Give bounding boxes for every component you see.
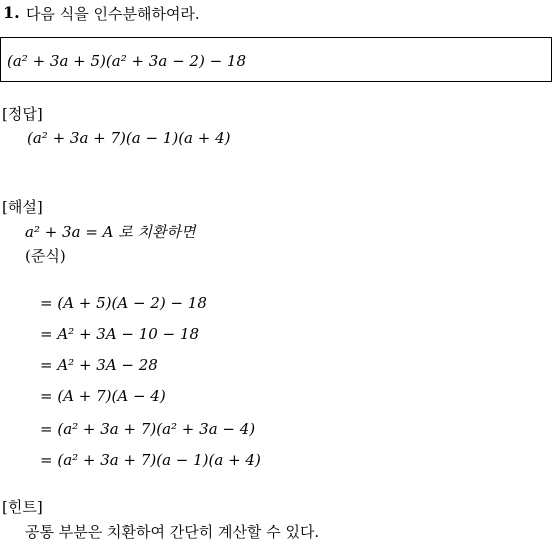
solution-step: = (a² + 3a + 7)(a − 1)(a + 4)	[40, 451, 261, 469]
solution-substitution: a² + 3a = A 로 치환하면	[25, 223, 196, 241]
solution-step: = A² + 3A − 10 − 18	[40, 325, 200, 343]
solution-step: = (A + 5)(A − 2) − 18	[40, 294, 207, 312]
solution-label: [해설]	[2, 198, 43, 216]
hint-label: [힌트]	[2, 498, 43, 516]
solution-step: = A² + 3A − 28	[40, 356, 158, 374]
solution-step: = (A + 7)(A − 4)	[40, 387, 166, 405]
hint-text: 공통 부분은 치환하여 간단히 계산할 수 있다.	[25, 523, 320, 541]
answer-expression: (a² + 3a + 7)(a − 1)(a + 4)	[27, 129, 231, 147]
answer-label: [정답]	[2, 105, 43, 123]
problem-number: 1.	[3, 3, 20, 22]
solution-step: = (a² + 3a + 7)(a² + 3a − 4)	[40, 420, 256, 438]
solution-given: (준식)	[25, 247, 66, 265]
problem-expression: (a² + 3a + 5)(a² + 3a − 2) − 18	[7, 52, 246, 70]
problem-question: 다음 식을 인수분해하여라.	[26, 5, 200, 23]
